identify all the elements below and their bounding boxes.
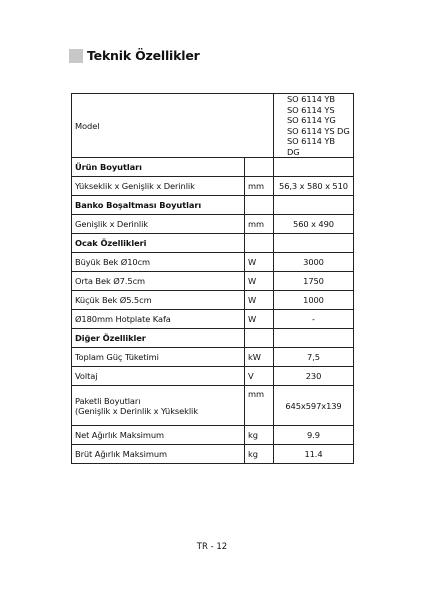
spec-label-line: Büyük Bek Ø10cm bbox=[75, 257, 151, 267]
spec-unit: V bbox=[245, 367, 274, 386]
spec-unit: W bbox=[245, 310, 274, 329]
spec-value: 56,3 x 580 x 510 bbox=[274, 177, 354, 196]
spec-row bbox=[72, 386, 354, 426]
spec-unit: mm bbox=[245, 215, 274, 234]
section-unit-cell bbox=[245, 196, 274, 215]
section-unit-cell bbox=[245, 158, 274, 177]
spec-label-line: Ø180mm Hotplate Kafa bbox=[75, 314, 171, 324]
spec-unit: kW bbox=[245, 348, 274, 367]
spec-label-line: Brüt Ağırlık Maksimum bbox=[75, 449, 167, 459]
section-unit-cell bbox=[245, 329, 274, 348]
spec-table-body bbox=[72, 94, 354, 464]
spec-value: 230 bbox=[274, 367, 354, 386]
section-header-row bbox=[72, 329, 354, 348]
spec-value: 1000 bbox=[274, 291, 354, 310]
spec-label bbox=[72, 215, 245, 234]
spec-value: 7,5 bbox=[274, 348, 354, 367]
spec-value: 645x597x139 bbox=[274, 386, 354, 426]
model-line: SO 6114 YS bbox=[287, 104, 335, 115]
spec-value: 560 x 490 bbox=[274, 215, 354, 234]
spec-row bbox=[72, 253, 354, 272]
model-list bbox=[274, 94, 354, 158]
spec-label bbox=[72, 272, 245, 291]
spec-row bbox=[72, 426, 354, 445]
model-label: Model bbox=[72, 94, 274, 158]
spec-label-line: Toplam Güç Tüketimi bbox=[75, 352, 159, 362]
section-heading bbox=[69, 48, 200, 63]
spec-unit: W bbox=[245, 291, 274, 310]
heading-title: Teknik Özellikler bbox=[87, 48, 200, 63]
spec-unit: mm bbox=[245, 177, 274, 196]
spec-row bbox=[72, 348, 354, 367]
spec-unit: mm bbox=[245, 386, 274, 426]
spec-unit: W bbox=[245, 272, 274, 291]
model-line: SO 6114 YB bbox=[287, 94, 335, 104]
model-line: SO 6114 YS DG bbox=[287, 125, 350, 136]
spec-label bbox=[72, 253, 245, 272]
spec-label-line: Genişlik x Derinlik bbox=[75, 219, 149, 229]
page-number: TR - 12 bbox=[196, 542, 228, 552]
spec-table bbox=[71, 93, 354, 464]
spec-row bbox=[72, 272, 354, 291]
section-header-row bbox=[72, 234, 354, 253]
section-unit-cell bbox=[245, 234, 274, 253]
section-value-cell bbox=[274, 158, 354, 177]
spec-value: - bbox=[274, 310, 354, 329]
model-line: SO 6114 YB DG bbox=[287, 136, 335, 157]
spec-label-line: Paketli Boyutları bbox=[75, 395, 141, 406]
heading-square-icon bbox=[69, 49, 83, 63]
section-value-cell bbox=[274, 196, 354, 215]
spec-label-line: Yükseklik x Genişlik x Derinlik bbox=[75, 181, 195, 191]
spec-value: 1750 bbox=[274, 272, 354, 291]
spec-row bbox=[72, 177, 354, 196]
model-line: SO 6114 YG bbox=[287, 115, 336, 125]
spec-label bbox=[72, 348, 245, 367]
spec-value: 11.4 bbox=[274, 445, 354, 464]
spec-label bbox=[72, 386, 245, 426]
section-title: Ocak Özellikleri bbox=[72, 234, 245, 253]
spec-label-line: Voltaj bbox=[75, 371, 98, 381]
spec-row bbox=[72, 310, 354, 329]
spec-value: 3000 bbox=[274, 253, 354, 272]
spec-label bbox=[72, 367, 245, 386]
spec-label bbox=[72, 445, 245, 464]
spec-row bbox=[72, 367, 354, 386]
spec-unit: W bbox=[245, 253, 274, 272]
spec-unit: kg bbox=[245, 445, 274, 464]
section-value-cell bbox=[274, 329, 354, 348]
spec-label-line: Net Ağırlık Maksimum bbox=[75, 430, 165, 440]
spec-label bbox=[72, 177, 245, 196]
spec-label-line: Küçük Bek Ø5.5cm bbox=[75, 295, 152, 305]
section-title: Diğer Özellikler bbox=[72, 329, 245, 348]
section-title: Ürün Boyutları bbox=[72, 158, 245, 177]
spec-label bbox=[72, 310, 245, 329]
spec-label-line: (Genişlik x Derinlik x Yükseklik bbox=[75, 405, 198, 416]
model-row bbox=[72, 94, 354, 158]
spec-row bbox=[72, 291, 354, 310]
section-header-row bbox=[72, 196, 354, 215]
spec-label bbox=[72, 426, 245, 445]
spec-row bbox=[72, 445, 354, 464]
spec-label bbox=[72, 291, 245, 310]
section-value-cell bbox=[274, 234, 354, 253]
spec-row bbox=[72, 215, 354, 234]
spec-unit: kg bbox=[245, 426, 274, 445]
spec-value: 9.9 bbox=[274, 426, 354, 445]
section-title: Banko Boşaltması Boyutları bbox=[72, 196, 245, 215]
spec-label-line: Orta Bek Ø7.5cm bbox=[75, 276, 146, 286]
section-header-row bbox=[72, 158, 354, 177]
